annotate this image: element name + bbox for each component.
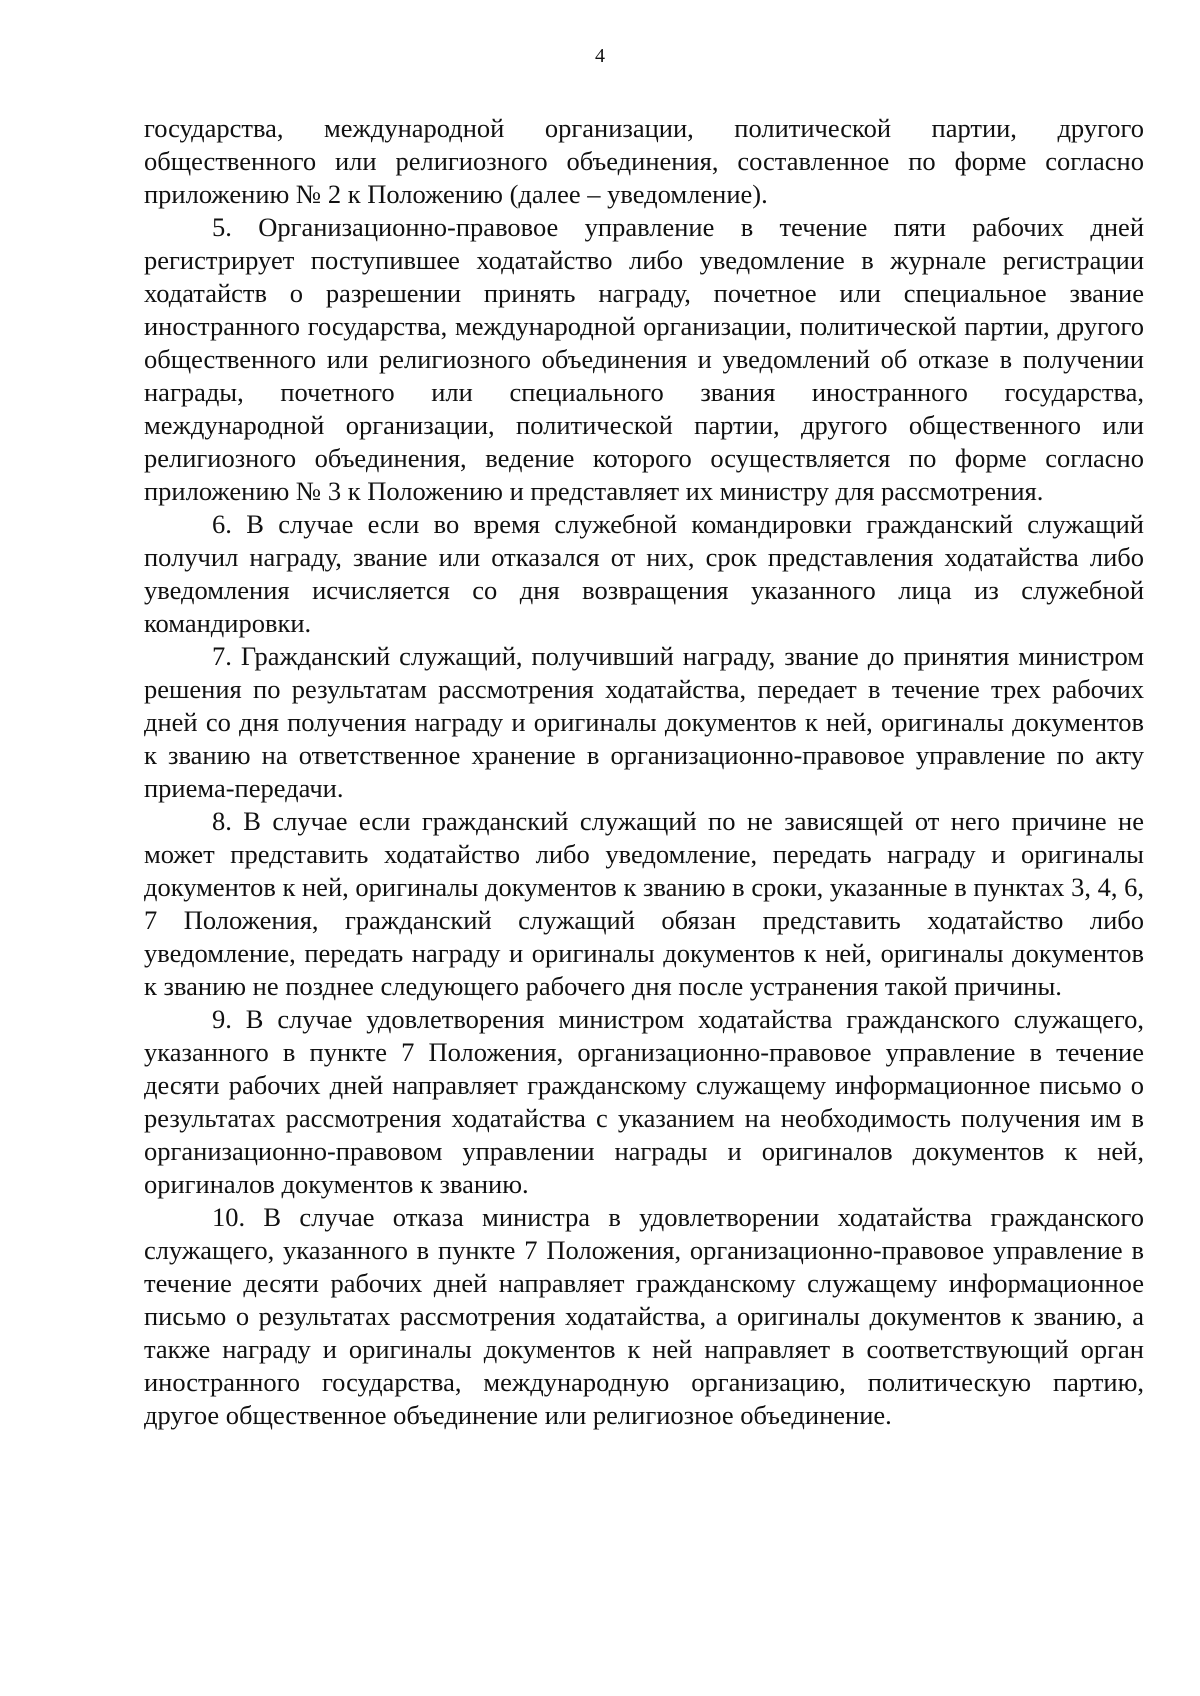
paragraph-continuation: государства, международной организации, политической партии, другого общественного или религиозного объединения, составленное по форме согласно приложению № 2 к Положению (далее – уведомление). [144, 113, 1144, 209]
document-body [144, 112, 1144, 1432]
paragraph-item-5: 5. Организационно-правовое управление в течение пяти рабочих дней регистрирует поступившее ходатайство либо уведомление в журнале регистрации ходатайств о разрешении принять награду, почетное или специальное звание иностранного государства, международной организации, политической партии, другого общественного или религиозного объединения и уведомлений об отказе в получении награды, почетного или специального звания иностранного государства, международной организации, политической партии, другого общественного или религиозного объединения, ведение которого осуществляется по форме согласно приложению № 3 к Положению и представляет их министру для рассмотрения. [144, 212, 1144, 506]
paragraph-item-6: 6. В случае если во время служебной командировки гражданский служащий получил награду, звание или отказался от них, срок представления ходатайства либо уведомления исчисляется со дня возвращения указанного лица из служебной командировки. [144, 509, 1144, 638]
paragraph-item-7: 7. Гражданский служащий, получивший награду, звание до принятия министром решения по результатам рассмотрения ходатайства, передает в течение трех рабочих дней со дня получения награду и оригиналы документов к ней, оригиналы документов к званию на ответственное хранение в организационно-правовое управление по акту приема-передачи. [144, 641, 1144, 803]
page-number: 4 [595, 45, 605, 67]
paragraph-item-10: 10. В случае отказа министра в удовлетворении ходатайства гражданского служащего, указанного в пункте 7 Положения, организационно-правовое управление в течение десяти рабочих дней направляет гражданскому служащему информационное письмо о результатах рассмотрения ходатайства, а оригиналы документов к званию, а также награду и оригиналы документов к ней направляет в соответствующий орган иностранного государства, международную организацию, политическую партию, другое общественное объединение или религиозное объединение. [144, 1202, 1144, 1430]
paragraph-item-8: 8. В случае если гражданский служащий по не зависящей от него причине не может представить ходатайство либо уведомление, передать награду и оригиналы документов к ней, оригиналы документов к званию в сроки, указанные в пунктах 3, 4, 6, 7 Положения, гражданский служащий обязан представить ходатайство либо уведомление, передать награду и оригиналы документов к ней, оригиналы документов к званию не позднее следующего рабочего дня после устранения такой причины. [144, 806, 1144, 1001]
paragraph-item-9: 9. В случае удовлетворения министром ходатайства гражданского служащего, указанного в пункте 7 Положения, организационно-правовое управление в течение десяти рабочих дней направляет гражданскому служащему информационное письмо о результатах рассмотрения ходатайства с указанием на необходимость получения им в организационно-правовом управлении награды и оригиналов документов к ней, оригиналов документов к званию. [144, 1004, 1144, 1199]
